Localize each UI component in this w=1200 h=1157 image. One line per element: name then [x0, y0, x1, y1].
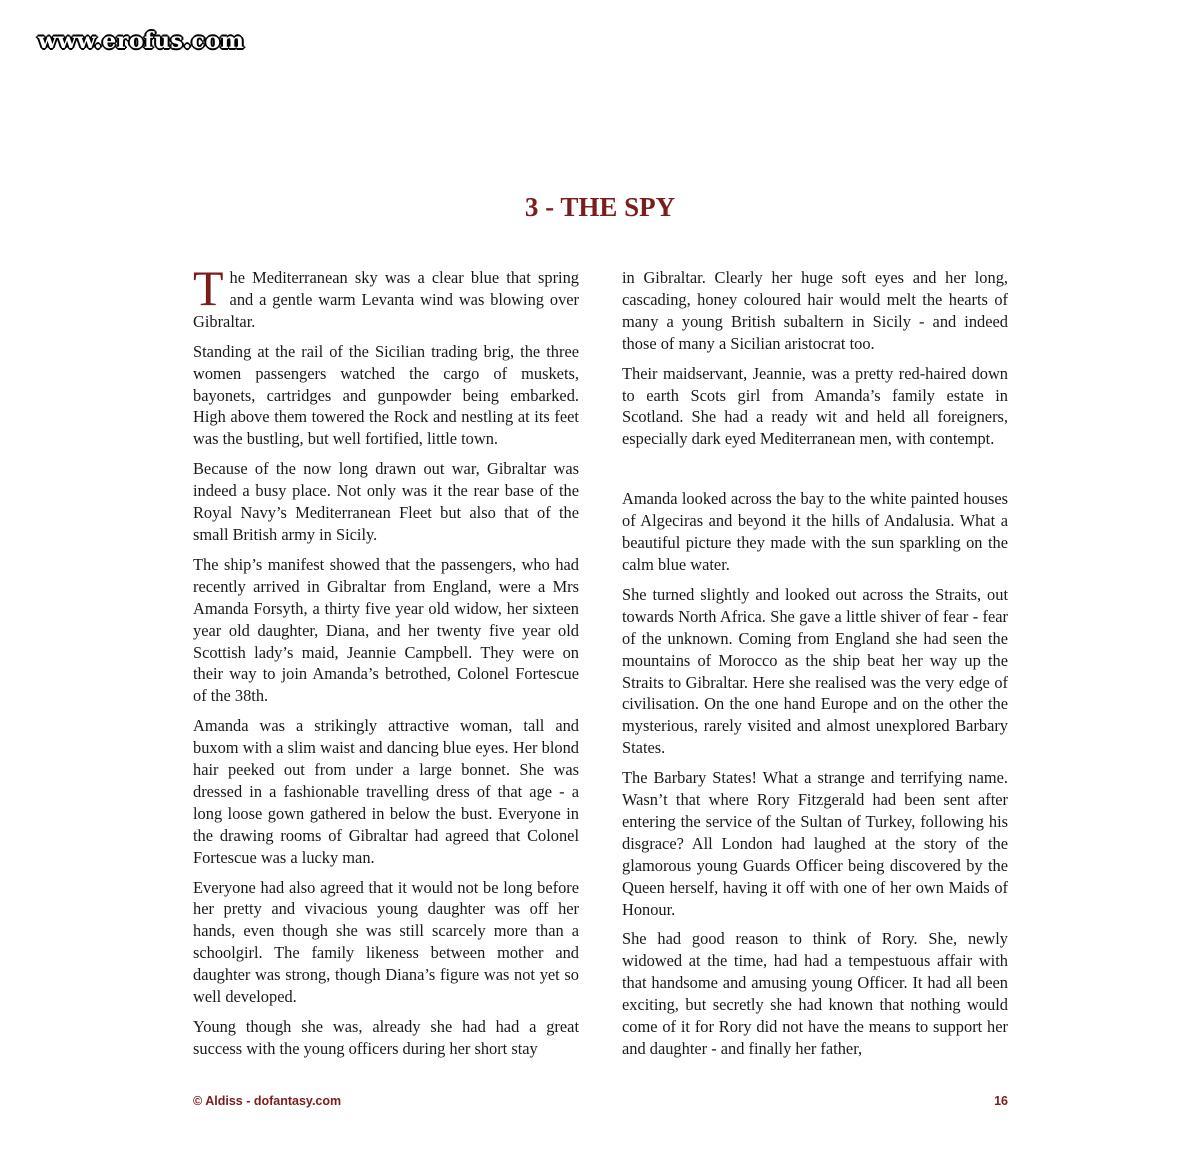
drop-cap: T	[193, 260, 224, 316]
paragraph: The ship’s manifest showed that the passengers, who had recently arrived in Gibraltar from England, were a Mrs Amanda Forsyth, a thirty five year old widow, her sixteen year old daughter, Diana, and her twenty five year old Scottish lady’s maid, Jeannie Campbell. They were on their way to join Amanda’s betrothed, Colonel Fortescue of the 38th.	[193, 554, 579, 706]
page-number: 16	[994, 1094, 1008, 1108]
paragraph: The Barbary States! What a strange and terrifying name. Wasn’t that where Rory Fitzgerald had been sent after entering the service of the Sultan of Turkey, following his disgrace? All London had laughed at the story of the glamorous young Guards Officer being discovered by the Queen herself, having it off with one of her own Maids of Honour.	[622, 768, 1008, 919]
paragraph: Amanda was a strikingly attractive woman, tall and buxom with a slim waist and dancing blue eyes. Her blond hair peeked out from under a large bonnet. She was dressed in a fashionable travelling dress of that age - a long loose gown gathered in below the bust. Everyone in the drawing rooms of Gibraltar had agreed that Colonel Fortescue was a lucky man.	[193, 716, 579, 867]
paragraph: Standing at the rail of the Sicilian trading brig, the three women passengers watched the cargo of muskets, bayonets, cartridges and gunpowder being embarked. High above them towered the Rock and nestling at its feet was the bustling, but well fortified, little town.	[193, 341, 579, 449]
right-column	[622, 267, 1008, 1068]
paragraph: Their maidservant, Jeannie, was a pretty red-haired down to earth Scots girl from Amanda’s family estate in Scotland. She had a ready wit and held all foreigners, especially dark eyed Mediterranean men, with contempt.	[622, 363, 1008, 449]
paragraph-text: he Mediterranean sky was a clear blue that spring and a gentle warm Levanta wind was blowing over Gibraltar.	[193, 268, 579, 331]
left-column	[193, 260, 579, 1068]
paragraph: She had good reason to think of Rory. She, newly widowed at the time, had had a tempestuous affair with that handsome and amusing young Officer. It had all been exciting, but secretly she had known that nothing would come of it for Rory did not have the means to support her and daughter - and finally her father,	[622, 929, 1008, 1058]
watermark-text: www.erofus.com	[38, 28, 245, 54]
paragraph: Everyone had also agreed that it would not be long before her pretty and vivacious young daughter was off her hands, even though she was still scarcely more than a schoolgirl. The family likeness between mother and daughter was strong, though Diana’s figure was not yet so well developed.	[193, 877, 579, 1007]
paragraph: Because of the now long drawn out war, Gibraltar was indeed a busy place. Not only was it the rear base of the Royal Navy’s Mediterranean Fleet but also that of the small British army in Sicily.	[193, 459, 579, 544]
paragraph-opening	[193, 260, 579, 333]
chapter-title: 3 - THE SPY	[524, 192, 676, 222]
paragraph: Young though she was, already she had had a great success with the young officers during her short stay	[193, 1017, 579, 1058]
paragraph: in Gibraltar. Clearly her huge soft eyes and her long, cascading, honey coloured hair would melt the hearts of many a young British subaltern in Sicily - and indeed those of many a Sicilian aristocrat too.	[622, 268, 1008, 353]
footer-copyright: © Aldiss - dofantasy.com	[193, 1094, 342, 1108]
paragraph: She turned slightly and looked out across the Straits, out towards North Africa. She gave a little shiver of fear - fear of the unknown. Coming from England she had seen the mountains of Morocco as the ship beat her way up the Straits to Gibraltar. Here she realised was the very edge of civilisation. On the one hand Europe and on the other the mysterious, rarely visited and almost unexplored Barbary States.	[622, 584, 1008, 758]
paragraph: Amanda looked across the bay to the white painted houses of Algeciras and beyond it the hills of Andalusia. What a beautiful picture they made with the sun sparkling on the calm blue water.	[622, 489, 1008, 574]
